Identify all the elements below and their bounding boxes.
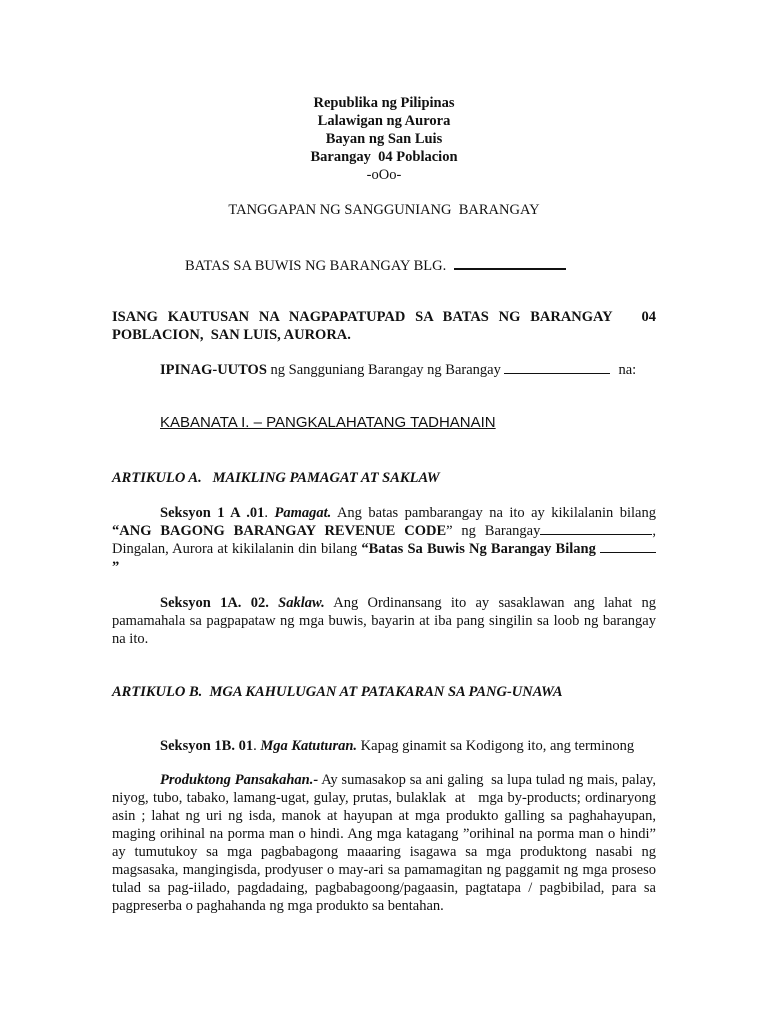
section-1a02 bbox=[112, 594, 656, 648]
office-title: TANGGAPAN NG SANGGUNIANG BARANGAY bbox=[228, 202, 540, 218]
enacting-lead: IPINAG-UUTOS bbox=[160, 362, 267, 378]
section-1b01-title: Mga Katuturan. bbox=[260, 738, 358, 754]
section-1a01-text1: Ang batas pambarangay na ito ay kikilalanin bilang bbox=[331, 505, 656, 521]
header-republic: Republika ng Pilipinas bbox=[313, 95, 455, 111]
header-province: Lalawigan ng Aurora bbox=[317, 113, 451, 129]
section-1a02-label: Seksyon 1A. 02. bbox=[160, 595, 269, 611]
section-1b01-sep: . bbox=[253, 738, 261, 754]
alias-close-quote: ” bbox=[112, 559, 120, 575]
section-1a01-text3: , Dingalan, Aurora at kikilalanin din bilang bbox=[112, 523, 656, 557]
section-1a02-title: Saklaw. bbox=[278, 595, 325, 611]
ordinance-number-line bbox=[185, 256, 566, 275]
section-1b01-text: Kapag ginamit sa Kodigong ito, ang terminong bbox=[357, 738, 635, 754]
ordinance-alias: “Batas Sa Buwis Ng Barangay Bilang bbox=[361, 541, 596, 557]
article-b-heading: ARTIKULO B. MGA KAHULUGAN AT PATAKARAN SA PANG-UNAWA bbox=[112, 684, 563, 700]
section-1a01-text2: ” ng Barangay bbox=[446, 523, 541, 539]
ordinance-subject: ISANG KAUTUSAN NA NAGPAPATUPAD SA BATAS NG BARANGAY 04 POBLACION, SAN LUIS, AURORA. bbox=[112, 309, 660, 343]
header-barangay: Barangay 04 Poblacion bbox=[310, 149, 458, 165]
header-town: Bayan ng San Luis bbox=[325, 131, 443, 147]
revenue-code-name: “ANG BAGONG BARANGAY REVENUE CODE bbox=[112, 523, 447, 539]
definition-produktong-pansakahan bbox=[112, 771, 660, 915]
chapter-title: KABANATA I. – PANGKALAHATANG TADHANAIN bbox=[160, 414, 496, 431]
ordinance-title-label: BATAS SA BUWIS NG BARANGAY BLG. bbox=[185, 258, 447, 274]
enacting-clause bbox=[160, 361, 636, 379]
enacting-rest: ng Sangguniang Barangay ng Barangay bbox=[266, 362, 505, 378]
section-1a01-sep: . bbox=[264, 505, 275, 521]
section-1a02-text: Ang Ordinansang ito ay sasaklawan ang lahat ng pamamahala sa pagpapataw ng mga buwis, bayarin at iba pang singilin sa loob ng barangay na ito. bbox=[112, 595, 657, 647]
barangay-blank bbox=[540, 522, 652, 535]
section-1b01 bbox=[160, 737, 634, 755]
definition-text: Ay sumasakop sa ani galing sa lupa tulad ng mais, palay, niyog, tubo, tabako, lamang-ugat, gulay, prutas, bulaklak at mga by-products; ordinaryong asin ; lahat ng uri ng isda, manok at hayupan at mga produkto galling sa paghahayupan, maging orihinal na porma man o hindi. Ang mga katagang ”orihinal na porma man o hindi” ay tumutukoy sa mga pagbabagong maaaring isagawa sa mga produktong nasabi ng magsasaka, mangingisda, prodyuser o may-ari sa pamamagitan ng paggamit ng mga proseso tulad sa pag-iilado, pagdadaing, pagbabagoong/pagaasin, pagtatapa / pagbibilad, para sa pagpreserba o paghahanda ng mga produkto sa bentahan. bbox=[112, 772, 660, 914]
enacting-end: na: bbox=[618, 362, 637, 378]
barangay-name-blank bbox=[504, 361, 610, 374]
ordinance-number-blank bbox=[454, 256, 566, 270]
section-1a01-label: Seksyon 1 A .01 bbox=[160, 505, 265, 521]
section-1a01-title: Pamagat. bbox=[274, 505, 332, 521]
section-1a01 bbox=[112, 504, 656, 576]
ordinance-alias-number-blank bbox=[600, 540, 656, 553]
definition-term: Produktong Pansakahan.- bbox=[160, 772, 319, 788]
article-a-heading: ARTIKULO A. MAIKLING PAMAGAT AT SAKLAW bbox=[112, 470, 440, 486]
section-1b01-label: Seksyon 1B. 01 bbox=[160, 738, 254, 754]
header-ornament: -oOo- bbox=[366, 167, 402, 183]
